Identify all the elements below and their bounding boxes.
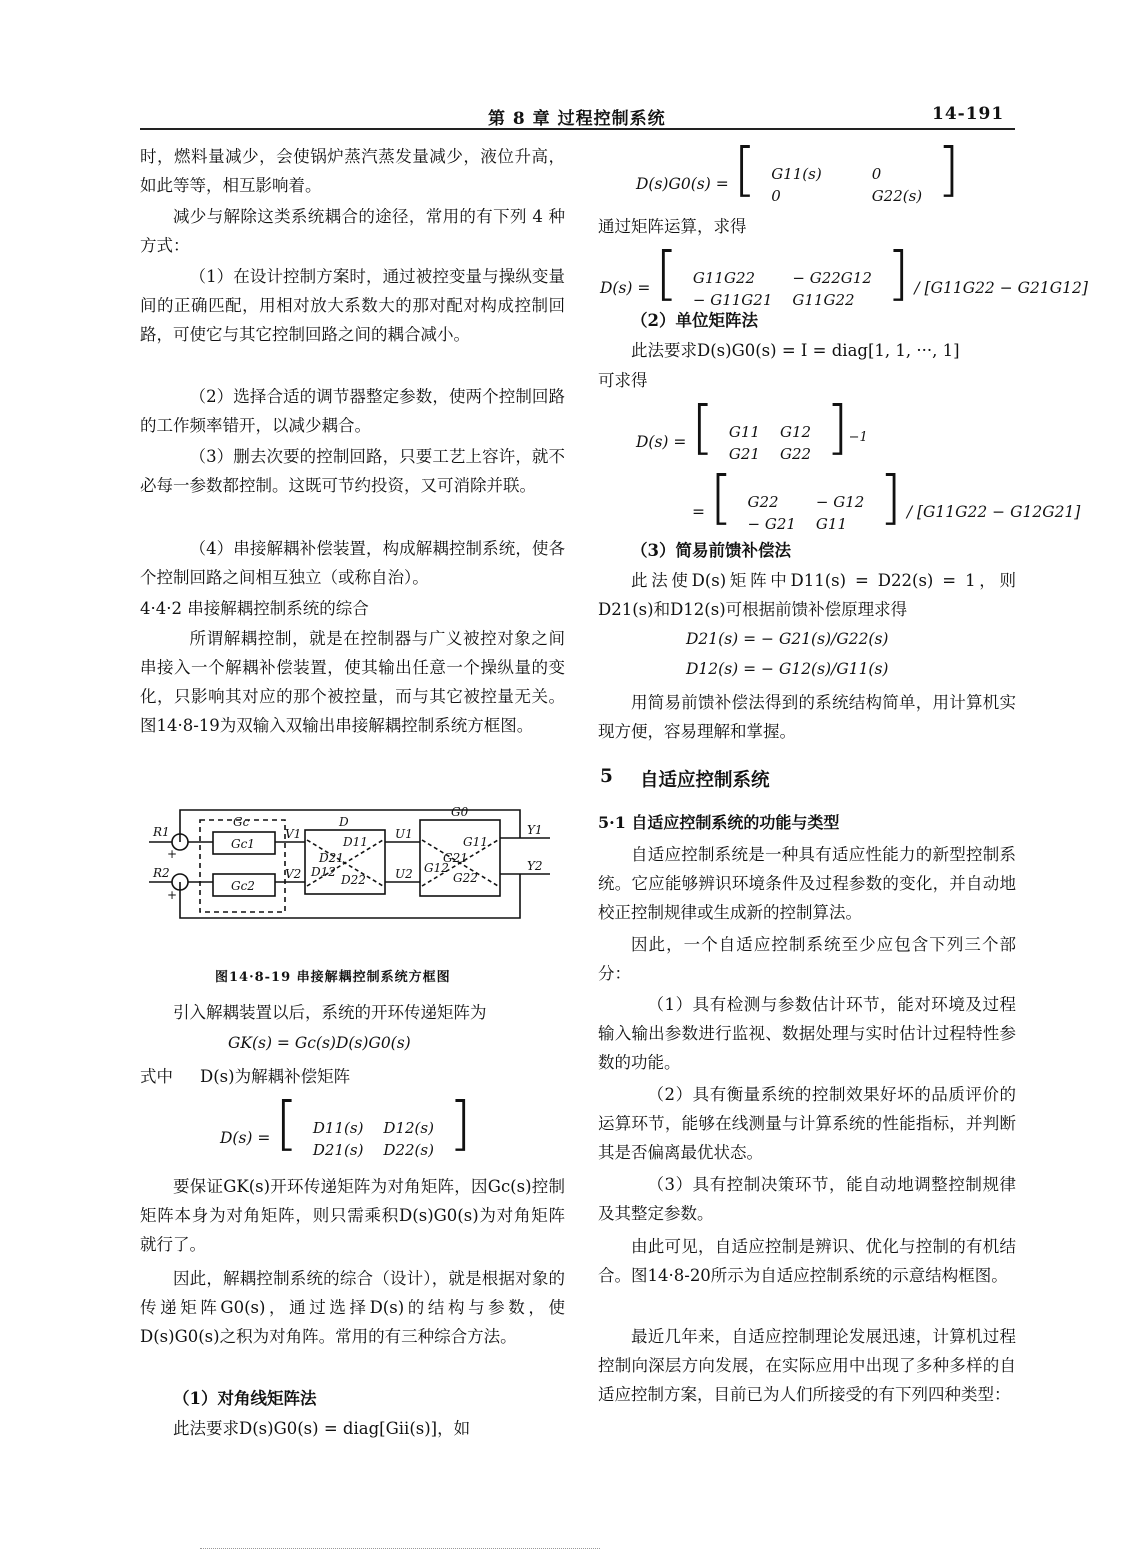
label-d: D	[339, 815, 349, 829]
left-item-2: （2）选择合适的调节器整定参数，使两个控制回路的工作频率错开，以减少耦合。	[140, 387, 565, 435]
eq2-lhs: D(s) =	[220, 1129, 271, 1147]
label-plus-1: +	[167, 847, 178, 861]
method-3-title: （3）简易前馈补偿法	[631, 541, 791, 560]
eq3-m11: G11(s)	[771, 165, 822, 183]
eq6-m11: G22	[747, 493, 779, 511]
right-paragraph-recent: 最近几年来，自适应控制理论发展迅速，计算机过程控制向深层方向发展，在实际应用中出现了多种多样的自适应控制方案，目前已为人们所接受的有下列四种类型：	[598, 1327, 1016, 1404]
eq5-m22: G22	[779, 445, 812, 463]
where-label: 式中	[140, 1067, 173, 1086]
label-d12: D12	[311, 865, 336, 879]
section-5-1-heading: 5·1 自适应控制系统的功能与类型	[598, 813, 840, 832]
eq5-lhs: D(s) =	[636, 433, 687, 451]
left-item-4: （4）串接解耦补偿装置，构成解耦控制系统，使各个控制回路之间相互独立（或称自治）。	[140, 539, 565, 587]
label-y1: Y1	[527, 823, 543, 837]
section-4-4-2-heading: 4·4·2 串接解耦控制系统的综合	[140, 599, 369, 618]
left-paragraph-diagonal: 要保证GK(s)开环传递矩阵为对角矩阵，因Gc(s)控制矩阵本身为对角矩阵，则只需乘积D(s)G0(s)为对角矩阵就行了。	[140, 1177, 565, 1254]
left-paragraph-decoupling: 所谓解耦控制，就是在控制器与广义被控对象之间串接入一个解耦补偿装置，使其输出任意一个操纵量的变化，只影响其对应的那个被控量，而与其它被控量无关。图14·8-19为双输入双输出串接解耦控制系统方框图。	[140, 629, 565, 735]
label-v2: V2	[285, 867, 302, 881]
eq4-m11: G11G22	[692, 269, 756, 287]
label-u1: U1	[395, 827, 413, 841]
right-paragraph-three-parts: 因此，一个自适应控制系统至少应包含下列三个部分：	[598, 935, 1016, 983]
label-gc1: Gc1	[231, 837, 255, 851]
right-paragraph-adaptive-intro: 自适应控制系统是一种具有适应性能力的新型控制系统。它应能够辨识环境条件及过程参数的变化，并自动地校正控制规律或生成新的控制算法。	[598, 845, 1016, 922]
section-5-number: 5	[600, 766, 613, 787]
eq3-lhs: D(s)G0(s) =	[636, 175, 729, 193]
right-paragraph-matrix-op: 通过矩阵运算，求得	[598, 217, 747, 236]
equation-d-matrix: D(s) = [ D11(s) D12(s) D21(s) D22(s) ]	[220, 1089, 472, 1159]
label-d11: D11	[343, 835, 368, 849]
eq3-m22: G22(s)	[871, 187, 923, 205]
label-g22: G22	[453, 871, 478, 885]
eq4-lhs: D(s) =	[600, 279, 651, 297]
eq5-m12: G12	[779, 423, 812, 441]
eq5-m21: G21	[728, 445, 760, 463]
method-1-title: （1）对角线矩阵法	[173, 1389, 317, 1408]
figure-caption: 图14·8-19 串接解耦控制系统方框图	[215, 970, 451, 985]
left-item-3: （3）删去次要的控制回路，只要工艺上容许，就不必每一参数都控制。这既可节约投资，又可消除并联。	[140, 447, 565, 495]
eq6-m12: − G12	[815, 493, 865, 511]
method-2-text: 此法要求D(s)G0(s) = I = diag[1, 1, ···, 1]	[631, 341, 960, 360]
right-paragraph-feedforward: 用简易前馈补偿法得到的系统结构简单，用计算机实现方便，容易理解和掌握。	[598, 693, 1016, 741]
label-r1: R1	[153, 825, 170, 839]
left-paragraph-1: 时，燃料量减少，会使锅炉蒸汽蒸发量减少，液位升高，如此等等，相互影响着。	[140, 147, 565, 195]
page-number: 14-191	[932, 104, 1005, 124]
label-g12: G12	[424, 861, 449, 875]
method-1-text: 此法要求D(s)G0(s) = diag[Gii(s)]，如	[173, 1419, 471, 1438]
right-item-2: （2）具有衡量系统的控制效果好坏的品质评价的运算环节，能够在线测量与计算系统的性能指标，并判断其是否偏离最优状态。	[598, 1085, 1016, 1162]
eq6-denominator: / [G11G22 − G12G21]	[906, 503, 1081, 521]
label-g0: G0	[451, 805, 469, 819]
label-d21: D21	[319, 851, 344, 865]
eq4-denominator: / [G11G22 − G21G12]	[914, 279, 1088, 297]
equation-d21: D21(s) = − G21(s)/G22(s)	[686, 630, 889, 648]
chapter-title: 第 8 章 过程控制系统	[488, 109, 666, 129]
eq6-m21: − G21	[747, 515, 796, 533]
eq6-lhs: =	[692, 503, 705, 521]
left-item-1: （1）在设计控制方案时，通过被控变量与操纵变量间的正确匹配，用相对放大系数大的那对配对构成控制回路，可使它与其它控制回路之间的耦合减小。	[140, 267, 565, 344]
eq2-m11: D11(s)	[312, 1119, 364, 1137]
label-plus-2: +	[167, 888, 178, 902]
label-v1: V1	[285, 827, 302, 841]
equation-d-diag-result: D(s) = [ G11G22 − G22G12 − G11G21 G11G22 ] / [G11G22 − G21G12]	[600, 239, 1088, 309]
equation-d-inverse-expanded: = [ G22 − G12 − G21 G11 ] / [G11G22 − G12G21]	[692, 463, 1081, 533]
label-gc2: Gc2	[231, 879, 255, 893]
eq5-exponent: −1	[848, 429, 868, 445]
where-text: D(s)为解耦补偿矩阵	[200, 1067, 351, 1086]
eq2-m22: D22(s)	[383, 1141, 434, 1159]
eq5-m11: G11	[728, 423, 760, 441]
header-rule	[140, 128, 1015, 130]
left-paragraph-open-loop: 引入解耦装置以后，系统的开环传递矩阵为	[173, 1003, 487, 1022]
label-g11: G11	[463, 835, 488, 849]
decoupling-block-diagram	[145, 800, 555, 930]
right-paragraph-conclusion: 由此可见，自适应控制是辨识、优化与控制的有机结合。图14·8-20所示为自适应控制系统的示意结构框图。	[598, 1237, 1016, 1285]
eq6-m22: G11	[815, 515, 847, 533]
method-2-title: （2）单位矩阵法	[631, 311, 758, 330]
method-3-text: 此法使D(s)矩阵中D11(s) = D22(s) = 1，则D21(s)和D12(s)可根据前馈补偿原理求得	[598, 571, 1016, 619]
label-d22: D22	[341, 873, 366, 887]
label-u2: U2	[395, 867, 413, 881]
footer-dots	[200, 1548, 600, 1549]
label-y2: Y2	[527, 859, 543, 873]
right-item-3: （3）具有控制决策环节，能自动地调整控制规律及其整定参数。	[598, 1175, 1016, 1223]
left-paragraph-2: 减少与解除这类系统耦合的途径，常用的有下列 4 种方式：	[140, 207, 565, 255]
eq4-m22: G11G22	[792, 291, 855, 309]
equation-dg0-diag: D(s)G0(s) = [ G11(s) 0 0 G22(s) ]	[636, 135, 960, 205]
equation-d-inverse: D(s) = [ G11 G12 G21 G22 ]$^{-1}$	[636, 393, 868, 463]
eq4-m21: − G11G21	[692, 291, 773, 309]
equation-d12: D12(s) = − G12(s)/G11(s)	[686, 660, 889, 678]
label-r2: R2	[153, 866, 170, 880]
eq3-m12: 0	[871, 165, 882, 183]
equation-gk: GK(s) = Gc(s)D(s)G0(s)	[228, 1034, 411, 1052]
label-g21: G21	[443, 851, 468, 865]
section-5-title: 自适应控制系统	[640, 770, 770, 791]
eq4-m12: − G22G12	[792, 269, 872, 287]
right-item-1: （1）具有检测与参数估计环节，能对环境及过程输入输出参数进行监视、数据处理与实时估计过程特性参数的功能。	[598, 995, 1016, 1072]
eq2-m21: D21(s)	[312, 1141, 364, 1159]
eq2-m12: D12(s)	[383, 1119, 434, 1137]
method-2-text-2: 可求得	[598, 371, 648, 390]
label-gc: Gc	[233, 815, 250, 829]
left-paragraph-synthesis: 因此，解耦控制系统的综合（设计），就是根据对象的传递矩阵G0(s)，通过选择D(s)的结构与参数，使D(s)G0(s)之积为对角阵。常用的有三种综合方法。	[140, 1269, 565, 1346]
eq3-m21: 0	[771, 187, 781, 205]
